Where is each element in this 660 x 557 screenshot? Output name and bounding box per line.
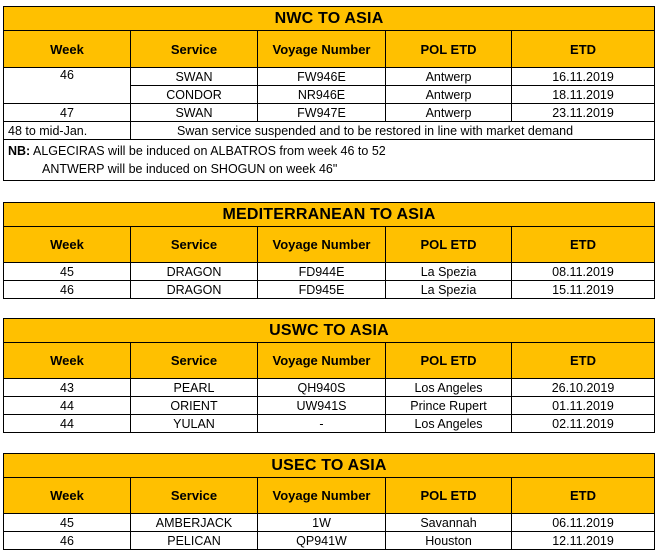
table-row (4, 379, 655, 397)
header-voyage-number: Voyage Number (258, 478, 386, 514)
voyage-cell: QP941W (258, 532, 386, 550)
nb-label: NB: (8, 144, 31, 158)
pol-cell: Los Angeles (386, 415, 512, 433)
pol-cell: Savannah (386, 514, 512, 532)
week-cell: 45 (4, 514, 131, 532)
header-pol-etd: POL ETD (386, 343, 512, 379)
week-cell: 46 (4, 281, 131, 299)
service-cell: YULAN (131, 415, 258, 433)
week-cell: 45 (4, 263, 131, 281)
service-cell: AMBERJACK (131, 514, 258, 532)
mediterranean-to-asia-table (3, 202, 655, 299)
header-week: Week (4, 478, 131, 514)
nb-row (4, 140, 655, 181)
table-row (4, 104, 655, 122)
voyage-cell: 1W (258, 514, 386, 532)
etd-cell: 12.11.2019 (512, 532, 655, 550)
nwc-to-asia-table (3, 6, 655, 181)
service-cell: DRAGON (131, 281, 258, 299)
etd-cell: 01.11.2019 (512, 397, 655, 415)
section-title: USEC TO ASIA (4, 454, 655, 478)
header-pol-etd: POL ETD (386, 478, 512, 514)
etd-cell: 18.11.2019 (512, 86, 655, 104)
etd-cell: 26.10.2019 (512, 379, 655, 397)
voyage-cell: QH940S (258, 379, 386, 397)
service-cell: PEARL (131, 379, 258, 397)
week-cell: 47 (4, 104, 131, 122)
table-row (4, 514, 655, 532)
header-voyage-number: Voyage Number (258, 343, 386, 379)
service-cell: SWAN (131, 104, 258, 122)
voyage-cell: UW941S (258, 397, 386, 415)
nb-line-1: ALGECIRAS will be induced on ALBATROS from week 46 to 52 (33, 144, 386, 158)
etd-cell: 02.11.2019 (512, 415, 655, 433)
header-etd: ETD (512, 343, 655, 379)
header-week: Week (4, 227, 131, 263)
pol-cell: Los Angeles (386, 379, 512, 397)
voyage-cell: NR946E (258, 86, 386, 104)
pol-cell: Antwerp (386, 104, 512, 122)
header-service: Service (131, 227, 258, 263)
header-service: Service (131, 31, 258, 68)
header-service: Service (131, 343, 258, 379)
week-cell: 46 (4, 68, 131, 104)
table-row (4, 415, 655, 433)
etd-cell: 08.11.2019 (512, 263, 655, 281)
pol-cell: Houston (386, 532, 512, 550)
header-etd: ETD (512, 478, 655, 514)
table-row (4, 397, 655, 415)
voyage-cell: FD945E (258, 281, 386, 299)
section-title: USWC TO ASIA (4, 319, 655, 343)
pol-cell: Antwerp (386, 68, 512, 86)
header-pol-etd: POL ETD (386, 31, 512, 68)
suspension-week: 48 to mid-Jan. (4, 122, 131, 140)
voyage-cell: FD944E (258, 263, 386, 281)
service-cell: SWAN (131, 68, 258, 86)
service-cell: PELICAN (131, 532, 258, 550)
pol-cell: La Spezia (386, 281, 512, 299)
suspension-row (4, 122, 655, 140)
section-title: NWC TO ASIA (4, 7, 655, 31)
week-cell: 44 (4, 415, 131, 433)
week-cell: 46 (4, 532, 131, 550)
etd-cell: 15.11.2019 (512, 281, 655, 299)
nb-line-2: ANTWERP will be induced on SHOGUN on week 46" (42, 162, 338, 176)
etd-cell: 23.11.2019 (512, 104, 655, 122)
voyage-cell: FW946E (258, 68, 386, 86)
pol-cell: Antwerp (386, 86, 512, 104)
service-cell: CONDOR (131, 86, 258, 104)
uswc-to-asia-table (3, 318, 655, 433)
table-row (4, 263, 655, 281)
header-voyage-number: Voyage Number (258, 227, 386, 263)
voyage-cell: FW947E (258, 104, 386, 122)
pol-cell: Prince Rupert (386, 397, 512, 415)
table-row (4, 532, 655, 550)
etd-cell: 06.11.2019 (512, 514, 655, 532)
service-cell: ORIENT (131, 397, 258, 415)
header-week: Week (4, 343, 131, 379)
header-pol-etd: POL ETD (386, 227, 512, 263)
header-etd: ETD (512, 227, 655, 263)
nb-note (4, 140, 655, 181)
suspension-note: Swan service suspended and to be restored in line with market demand (131, 122, 655, 140)
pol-cell: La Spezia (386, 263, 512, 281)
header-voyage-number: Voyage Number (258, 31, 386, 68)
week-cell: 43 (4, 379, 131, 397)
week-cell: 44 (4, 397, 131, 415)
usec-to-asia-table (3, 453, 655, 550)
header-service: Service (131, 478, 258, 514)
header-etd: ETD (512, 31, 655, 68)
service-cell: DRAGON (131, 263, 258, 281)
table-row (4, 281, 655, 299)
header-week: Week (4, 31, 131, 68)
etd-cell: 16.11.2019 (512, 68, 655, 86)
section-title: MEDITERRANEAN TO ASIA (4, 203, 655, 227)
voyage-cell: - (258, 415, 386, 433)
table-row (4, 68, 655, 86)
